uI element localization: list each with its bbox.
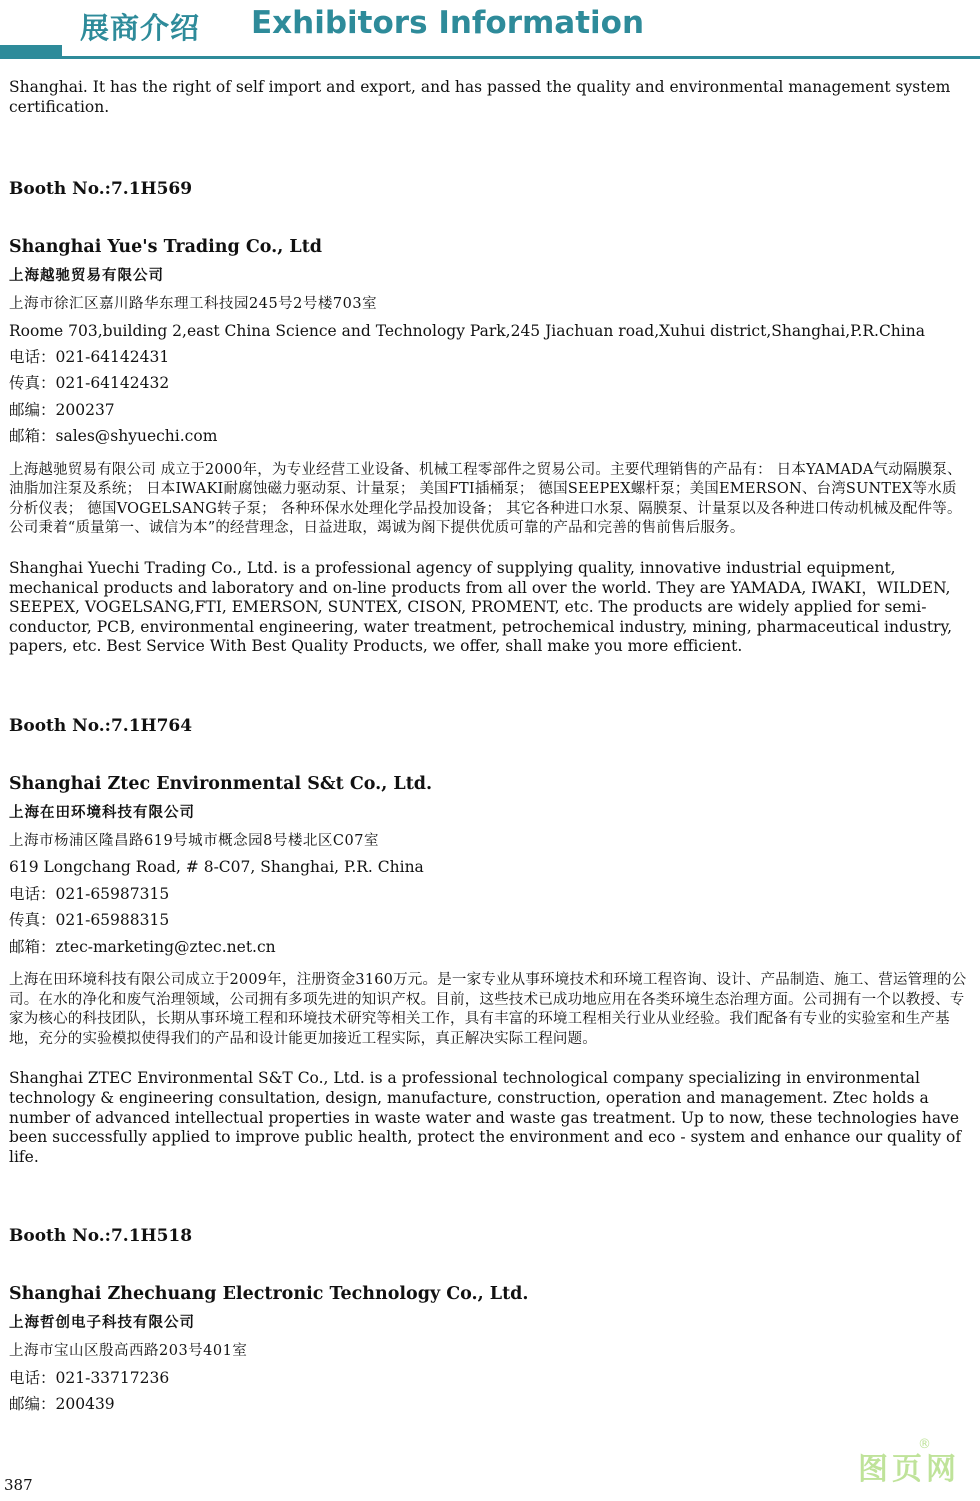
fax: 传真：021-64142432 [9, 374, 170, 393]
company-name-en: Shanghai Zhechuang Electronic Technology Co., Ltd. [9, 1284, 529, 1305]
postcode: 邮编：200439 [9, 1395, 115, 1414]
exhibitor-list [9, 78, 971, 1418]
description-en: Shanghai Yuechi Trading Co., Ltd. is a professional agency of supplying quality, innovative industrial equipment, mechanical products and laboratory and on-line products from all over the world. They are YAMADA, IWAKI，WILDEN, SEEPEX, VOGELSANG,FTI, EMERSON, SUNTEX, CISON, PROMENT, etc. The products are widely applied for semi-conductor, PCB, environmental engineering, water treatment, petrochemical industry, mining, pharmaceutical industry, papers, etc. Best Service With Best Quality Products, we offer, shall make you more efficient. [9, 559, 953, 656]
phone: 电话：021-64142431 [9, 348, 170, 366]
description-cn: 上海在田环境科技有限公司成立于2009年，注册资金3160万元。是一家专业从事环境技术和环境工程咨询、设计、产品制造、施工、营运管理的公司。在水的净化和废气治理领域，公司拥有多项先进的知识产权。目前，这些技术已成功地应用在各类环境生态治理方面。公司拥有一个以教授、专家为核心的科技团队，长期从事环境工程和环境技术研究等相关工作，具有丰富的环境工程相关行业从业经验。我们配备有专业的实验室和生产基地，充分的实验模拟使得我们的产品和设计能更加接近工程实际，真正解决实际工程问题。 [9, 972, 967, 1047]
email: 邮箱：sales@shyuechi.com [9, 427, 218, 446]
postcode: 邮编：200237 [9, 400, 115, 419]
booth-number: Booth No.:7.1H518 [9, 1226, 193, 1247]
address-cn: 上海市杨浦区隆昌路619号城市概念园8号楼北区C07室 [9, 832, 379, 849]
description-en: Shanghai ZTEC Environmental S&T Co., Ltd. is a professional technological company specializing in environmental technology & engineering consultation, design, manufacture, construction, operation and management. Ztec holds a number of advanced intellectual properties in waste water and waste gas treatment. Up to now, these technologies have been successfully applied to improve public health, protect the environment and eco - system and enhance our quality of life. [9, 1069, 962, 1166]
page-number: 387 [4, 1476, 33, 1494]
booth-number: Booth No.:7.1H569 [9, 179, 193, 200]
watermark-logo: 图页网 [858, 1452, 960, 1487]
company-name-cn: 上海在田环境科技有限公司 [9, 803, 195, 821]
phone: 电话：021-33717236 [9, 1368, 170, 1387]
address-en: 619 Longchang Road, # 8-C07, Shanghai, P.R. China [9, 858, 424, 877]
address-cn: 上海市徐汇区嘉川路华东理工科技园245号2号楼703室 [9, 296, 378, 313]
email: 邮箱：ztec-marketing@ztec.net.cn [9, 937, 276, 956]
company-name-en: Shanghai Yue's Trading Co., Ltd [9, 237, 323, 258]
company-name-cn: 上海越驰贸易有限公司 [9, 267, 164, 285]
fax: 传真：021-65988315 [9, 911, 170, 930]
registered-mark-icon: ® [918, 1437, 931, 1452]
header-rule [0, 56, 980, 59]
header-title-en: Exhibitors Information [251, 5, 645, 41]
page-header [0, 0, 980, 62]
address-en: Roome 703,building 2,east China Science and Technology Park,245 Jiachuan road,Xuhui district,Shanghai,P.R.China [9, 321, 925, 340]
description-cn: 上海越驰贸易有限公司 成立于2000年，为专业经营工业设备、机械工程零部件之贸易公司。主要代理销售的产品有： 日本YAMADA气动隔膜泵、油脂加注泵及系统； 日本IWAKI耐腐蚀磁力驱动泵、计量泵； 美国FTI插桶泵； 德国SEEPEX螺杆泵；美国EMERSON、台湾SUNTEX等水质分析仪表； 德国VOGELSANG转子泵； 各种环保水处理化学品投加设备； 其它各种进口水泵、隔膜泵、计量泵以及各种进口传动机械及配件等。 公司秉着“质量第一、诚信为本”的经营理念，日益进取，竭诚为阁下提供优质可靠的产品和完善的售前售后服务。 [9, 461, 962, 537]
intro-text: Shanghai. It has the right of self import and export, and has passed the quality and environmental management system certification. [9, 78, 951, 116]
company-name-en: Shanghai Ztec Environmental S&t Co., Ltd. [9, 773, 433, 794]
phone: 电话：021-65987315 [9, 884, 170, 903]
company-name-cn: 上海哲创电子科技有限公司 [9, 1314, 195, 1332]
header-accent-bar [0, 45, 62, 56]
address-cn: 上海市宝山区殷高西路203号401室 [9, 1343, 248, 1360]
booth-number: Booth No.:7.1H764 [9, 715, 193, 736]
header-title-cn: 展商介绍 [80, 11, 201, 45]
